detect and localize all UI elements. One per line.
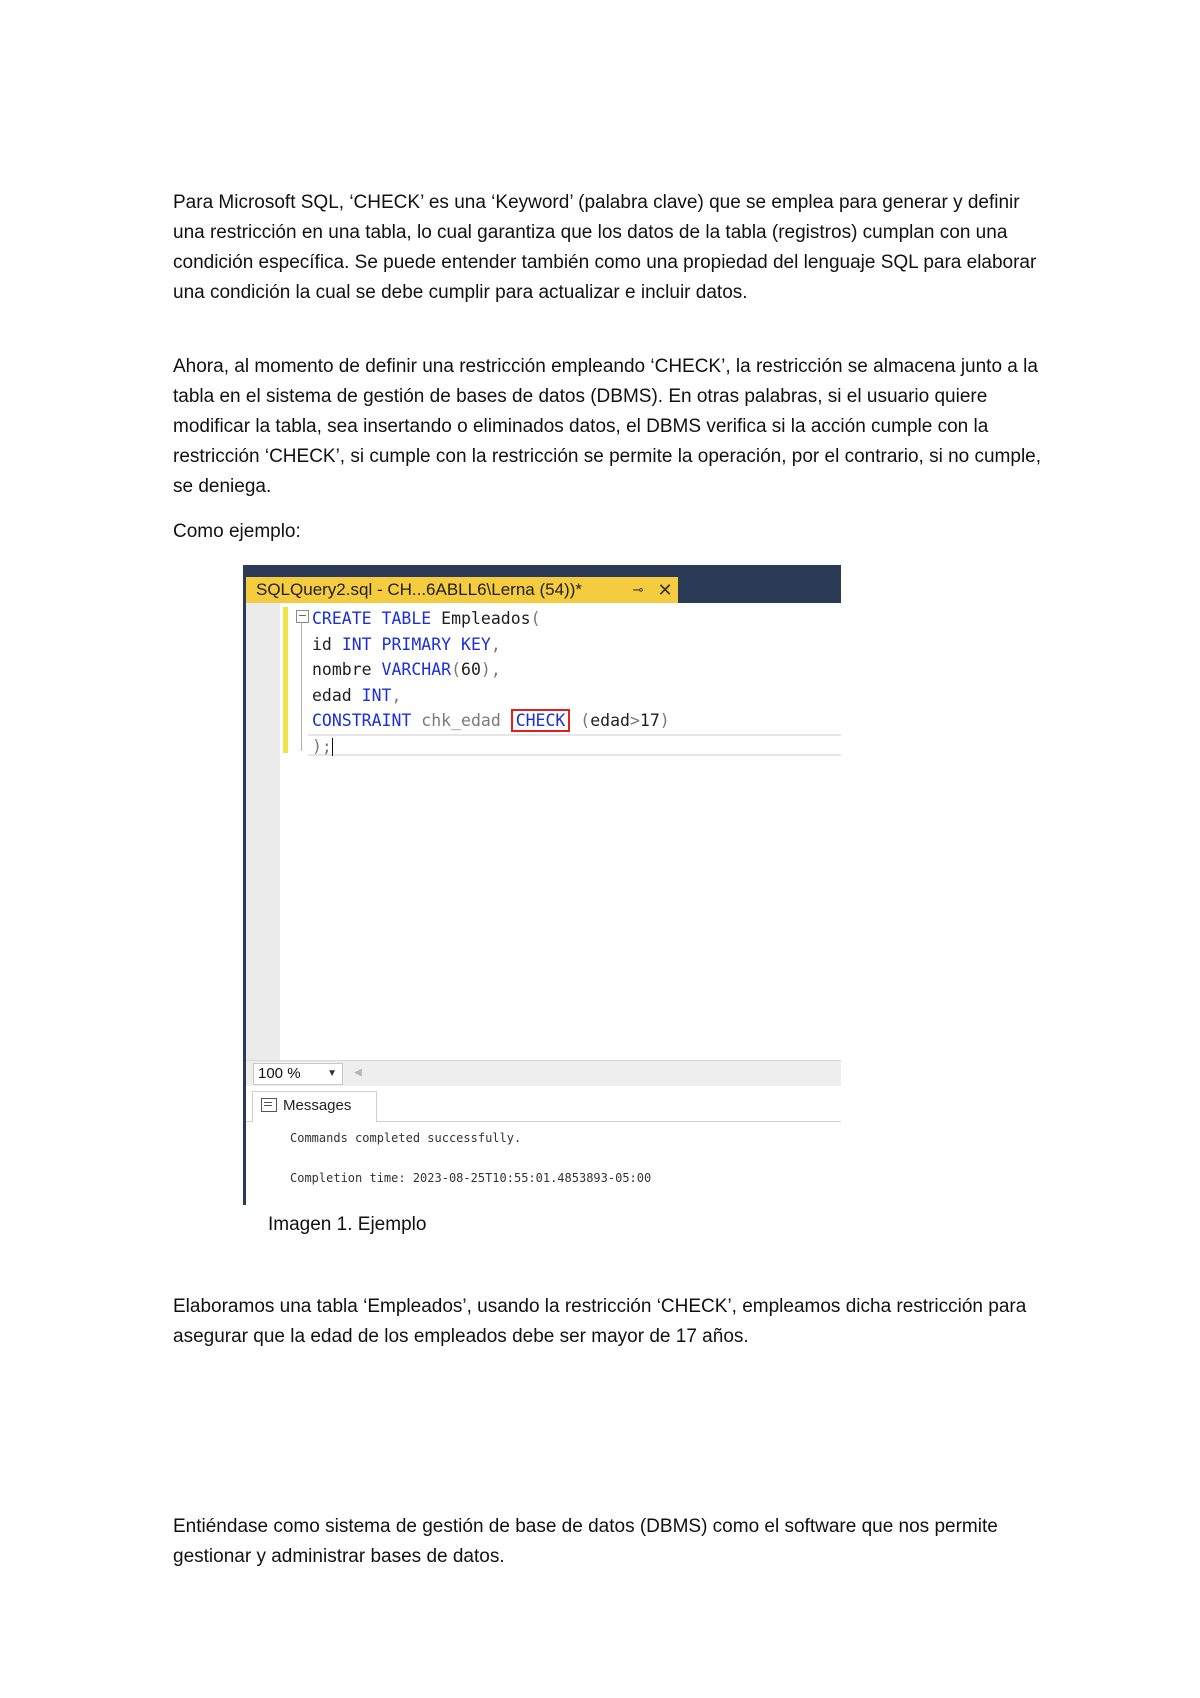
code-identifier: Empleados xyxy=(431,609,531,628)
code-keyword: INT xyxy=(361,685,392,705)
editor-gutter xyxy=(246,603,280,1096)
editor-tab-bar xyxy=(246,565,841,603)
code-line xyxy=(312,683,670,709)
scroll-left-icon[interactable]: ◀ xyxy=(354,1065,362,1080)
paragraph-dbms: Ahora, al momento de definir una restricción empleando ‘CHECK’, la restricción se almacena junto a la tabla en el sistema de gestión de bases de datos (DBMS). En otras palabras, si el usuario quiere modificar la tabla, sea insertando o eliminados datos, el DBMS verifica si la acción cumple con la restricción ‘CHECK’, si cumple con la restricción se permite la operación, por el contrario, si no cumple, se deniega. xyxy=(173,356,1042,497)
code-line xyxy=(312,734,670,760)
paragraph-example-label: Como ejemplo: xyxy=(173,521,301,542)
results-tabs xyxy=(246,1086,841,1122)
collapse-icon[interactable]: − xyxy=(297,609,308,622)
code-editor[interactable] xyxy=(312,606,670,759)
text-caret xyxy=(332,738,333,756)
code-keyword: VARCHAR xyxy=(381,660,452,679)
code-line xyxy=(312,657,670,683)
code-number: 17 xyxy=(639,711,660,730)
figure-caption: Imagen 1. Ejemplo xyxy=(268,1214,427,1235)
message-line: Commands completed successfully. xyxy=(290,1131,522,1145)
ssms-screenshot xyxy=(243,565,841,1205)
zoom-bar xyxy=(246,1060,841,1087)
check-keyword-highlight: CHECK xyxy=(511,709,571,732)
code-keyword: INT PRIMARY KEY xyxy=(341,634,491,654)
code-identifier: id xyxy=(312,634,342,654)
code-punct: ( xyxy=(451,660,462,679)
close-icon[interactable]: ✕ xyxy=(657,579,673,600)
code-punct: ( xyxy=(570,711,591,730)
messages-tab-label: Messages xyxy=(283,1097,352,1114)
code-punct: ), xyxy=(480,660,501,679)
query-tab[interactable] xyxy=(246,577,678,603)
code-operator: > xyxy=(629,711,640,730)
code-punct: ) xyxy=(659,711,670,730)
paragraph-intro: Para Microsoft SQL, ‘CHECK’ es una ‘Keyword’ (palabra clave) que se emplea para generar y definir una restricción en una tabla, lo cual garantiza que los datos de la tabla (registros) cumplan con una condición específica. Se puede entender también como una propiedad del lenguaje SQL para elaborar una condición la cual se debe cumplir para actualizar e incluir datos. xyxy=(173,192,1037,303)
code-punct: ); xyxy=(312,736,332,756)
query-tab-title: SQLQuery2.sql - CH...6ABLL6\Lerna (54))* xyxy=(256,580,582,599)
code-punct: ( xyxy=(530,609,541,628)
code-keyword: CONSTRAINT xyxy=(312,711,412,730)
message-line: Completion time: 2023-08-25T10:55:01.4853893-05:00 xyxy=(290,1171,652,1185)
outline-line xyxy=(301,623,302,751)
messages-icon xyxy=(261,1098,277,1112)
code-number: 60 xyxy=(461,660,481,679)
code-identifier: chk_edad xyxy=(411,711,511,730)
code-line xyxy=(312,632,670,658)
paragraph-definition: Entiéndase como sistema de gestión de base de datos (DBMS) como el software que nos permite gestionar y administrar bases de datos. xyxy=(173,1516,998,1567)
code-identifier: nombre xyxy=(312,660,382,679)
pin-icon[interactable]: ⊸ xyxy=(632,582,644,597)
code-punct: , xyxy=(391,685,402,705)
chevron-down-icon: ▼ xyxy=(327,1068,337,1079)
paragraph-explanation: Elaboramos una tabla ‘Empleados’, usando la restricción ‘CHECK’, empleamos dicha restricción para asegurar que la edad de los empleados debe ser mayor de 17 años. xyxy=(173,1296,1027,1347)
messages-tab[interactable] xyxy=(252,1091,377,1122)
zoom-select[interactable] xyxy=(253,1063,343,1085)
code-line xyxy=(312,606,670,632)
code-identifier: edad xyxy=(312,685,362,705)
code-punct: , xyxy=(490,634,501,654)
code-line xyxy=(312,708,670,734)
code-keyword: CREATE TABLE xyxy=(312,609,432,628)
code-identifier: edad xyxy=(590,711,630,730)
zoom-value: 100 % xyxy=(258,1065,301,1082)
change-indicator xyxy=(283,607,288,753)
